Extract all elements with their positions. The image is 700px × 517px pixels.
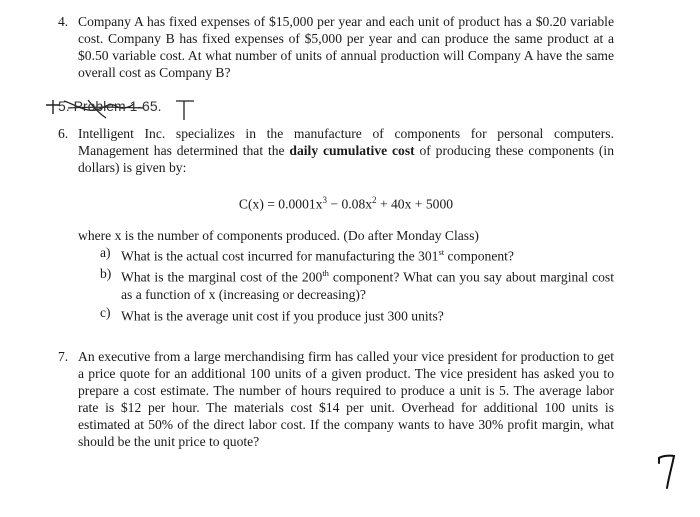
sub-question-c: c) What is the average unit cost if you produce just 300 units? [100,304,444,324]
emphasis-daily-cumulative-cost: daily cumulative cost [289,143,415,158]
sub-question-b: b) What is the marginal cost of the 200th component? What can you say about marginal cost as a function of x (increasing or decreasing)? [100,266,614,302]
problem-number: 4. [58,14,69,29]
problem-6 [58,125,614,325]
problem-number: 6. [58,126,69,141]
problem-4 [58,13,614,81]
problem-7 [58,348,614,450]
formula-note: where x is the number of components produced. (Do after Monday Class) [78,227,479,243]
problem-text: An executive from a large merchandising firm has called your vice president for production to get a price quote for an additional 100 units of a given product. The vice president has asked you to prepare a cost estimate. The number of hours required to produce a unit is 5. The average labor rate is $12 per hour. The materials cost $14 per unit. Overhead for additional 100 units is estimated at 50% of the direct labor cost. If the company wants to have 30% profit margin, what should be the unit price to quote? [78,349,614,449]
problem-5-text: 5. Problem 1-65. [58,98,162,114]
problem-number: 7. [58,349,69,364]
problem-intro: Intelligent Inc. specializes in the manufacture of components for personal computers. Management has determined that the daily cumulative cost of producing these components (in dollars) is given by: [78,126,614,175]
problem-5-crossed-out [44,96,244,122]
handwritten-page-number [656,452,678,492]
sub-questions [78,244,614,325]
sub-question-a: a) What is the actual cost incurred for manufacturing the 301st component? [100,244,514,264]
cost-formula: $C(x) = 0.0001x^3 - 0.08x^2 + 40x + 5000$ [238,195,454,212]
problem-text: Company A has fixed expenses of $15,000 per year and each unit of product has a $0.20 variable cost. Company B has fixed expenses of $5,000 per year and can produce the same product at a $0.50 variable cost. At what number of units of annual production will Company A have the same overall cost as Company B? [78,14,614,80]
